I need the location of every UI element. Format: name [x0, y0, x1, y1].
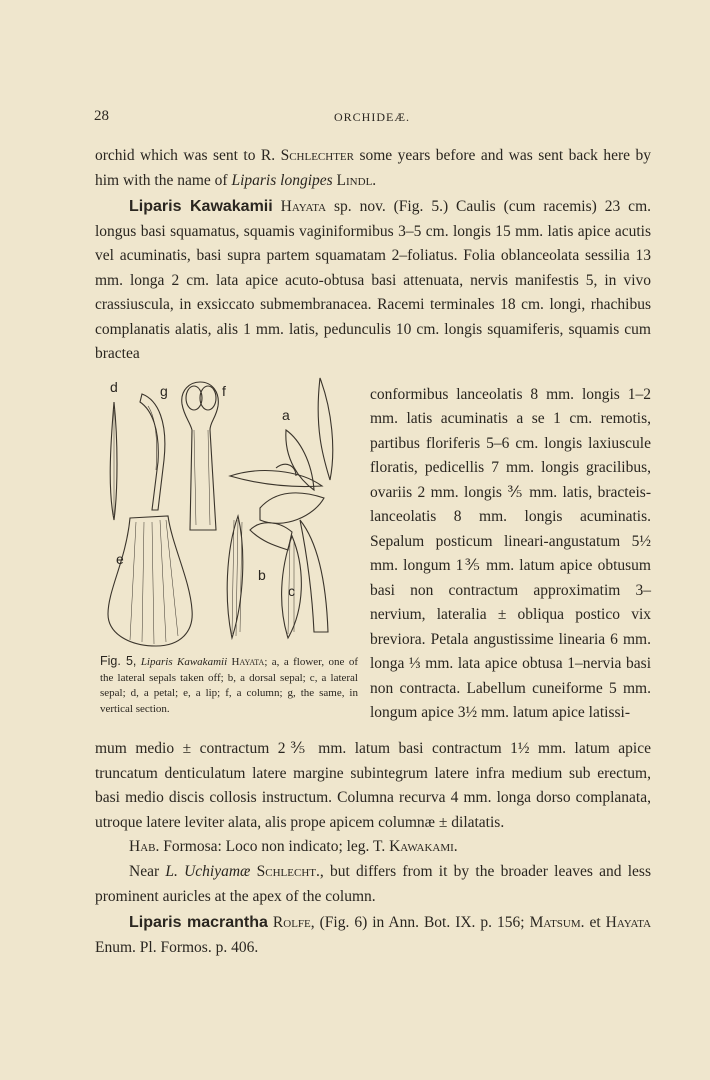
hab-collector: Kawakami. — [389, 838, 458, 855]
note-paragraph — [95, 860, 651, 909]
figure-5-illustration — [100, 370, 362, 652]
caption-author: Hayata; — [231, 656, 268, 668]
caption-species: Liparis Kawakamii — [140, 656, 228, 668]
habitat-paragraph — [95, 835, 651, 860]
intro-paragraph — [95, 144, 651, 193]
note-species: L. Uchiyamæ — [165, 863, 251, 880]
page-header — [94, 108, 650, 128]
species-2-text: , (Fig. 6) in Ann. Bot. IX. p. 156; — [310, 914, 525, 931]
intro-species-author: Lindl. — [336, 171, 377, 189]
species-1-description — [95, 195, 651, 367]
note-author: Schlecht. — [256, 863, 320, 880]
fig-part-f-column — [182, 382, 219, 530]
intro-author-name: Schlechter — [280, 147, 354, 164]
hab-text: Formosa: Loco non indicato; leg. T. — [163, 838, 386, 855]
fig-part-g-section — [140, 394, 165, 510]
species-2-ref-author-a: Matsum. — [529, 914, 585, 931]
fig-label-d: d — [110, 379, 118, 395]
page-number: 28 — [94, 108, 109, 124]
fig-part-b-dorsal-sepal — [227, 516, 243, 638]
species-1-right-column — [370, 367, 651, 741]
intro-text-2: some years before and was sent back here by him with the name of — [95, 147, 651, 189]
species-1-description-continued — [95, 737, 651, 835]
species-2-ref-text: Enum. Pl. Formos. p. 406. — [95, 938, 259, 956]
fig-label-b: b — [258, 567, 266, 583]
caption-text: a, a flower, one of the lateral sepals taken off; b, a dorsal sepal; c, a lateral sepal; d, a petal; e, a lip; f, a column; g, the same, in vertical section. — [100, 656, 358, 715]
species-2-ref-joiner: et — [584, 914, 606, 931]
species-1-text-top: sp. nov. (Fig. 5.) Caulis (cum racemis) 23 cm. longus basi squamatus, squamis vaginiformibus 3–5 cm. longis 15 mm. latis apice acutis vel acuminatis, basi supra partem squamatam 2–foliatus. Folia oblanceolata sessilia 13 mm. longa 2 cm. lata apice acuto-obtusa basi attenuata, nervis manifestis 5, in vivo crassiuscula, in exsiccato submembranacea. Racemi terminales 18 cm. longi, rhachibus complanatis alatis, alis 1 mm. latis, pedunculis 10 cm. longis squamiferis, squamis cum bractea — [95, 198, 651, 362]
fig-part-e-lip — [108, 516, 192, 646]
figure-caption — [100, 654, 358, 717]
fig-label-c: c — [288, 583, 295, 599]
note-text-1: Near — [129, 863, 166, 880]
fig-label-g: g — [160, 383, 168, 399]
species-2-ref-author-b: Hayata — [605, 914, 652, 931]
species-1-text-bottom: mum medio ± contractum 2⅗ mm. latum basi contractum 1½ mm. latum apice truncatum denticulatum latere margine subintegrum latere infra medium sub erectum, basi medio discis collosis instructum. Columna recurva 4 mm. longa dorso complanata, utroque latere leviter alata, alis prope apicem columnæ ± dilatatis. — [95, 740, 651, 831]
species-2-name: Liparis macrantha — [129, 914, 268, 931]
species-1-name: Liparis Kawakamii — [129, 198, 273, 215]
intro-species: Liparis longipes — [231, 171, 333, 189]
caption-fig-number: Fig. 5, — [100, 654, 137, 668]
intro-text: orchid which was sent to R. — [95, 147, 281, 164]
fig-label-e: e — [116, 551, 124, 567]
species-2-paragraph — [95, 911, 651, 960]
species-1-author: Hayata — [280, 198, 327, 215]
fig-label-a: a — [282, 407, 290, 423]
fig-part-d-petal — [110, 402, 117, 520]
species-1-text-right: conformibus lanceolatis 8 mm. longis 1–2 mm. latis acuminatis a se 1 cm. remotis, partibus floriferis 5–6 cm. longis laxiuscule floratis, pedicellis 7 mm. longis gracilibus, ovariis 2 mm. longis ⅗ mm. latis, bracteis-lanceolatis 8 mm. longis acuminatis. Sepalum posticum lineari-angustatum 5½ mm. longum 1⅗ mm. latum apice obtusum basi non contractum approximatim 3–nervium, lateralia ± obliqua postico vix breviora. Petala angustissime linearia 6 mm. longa ⅓ mm. lata apice obtusa 1–nervia basi non contracta. Labellum cuneiforme 5 mm. longum apice 3½ mm. latum apice latissi- — [370, 385, 651, 721]
note-text-2: , but differs from it by the broader leaves and less prominent auricles at the apex of the column. — [95, 863, 651, 905]
hab-label: Hab. — [129, 838, 160, 855]
species-2-author: Rolfe — [272, 914, 311, 931]
running-head: ORCHIDEÆ. — [333, 110, 410, 124]
fig-label-f: f — [222, 383, 226, 399]
